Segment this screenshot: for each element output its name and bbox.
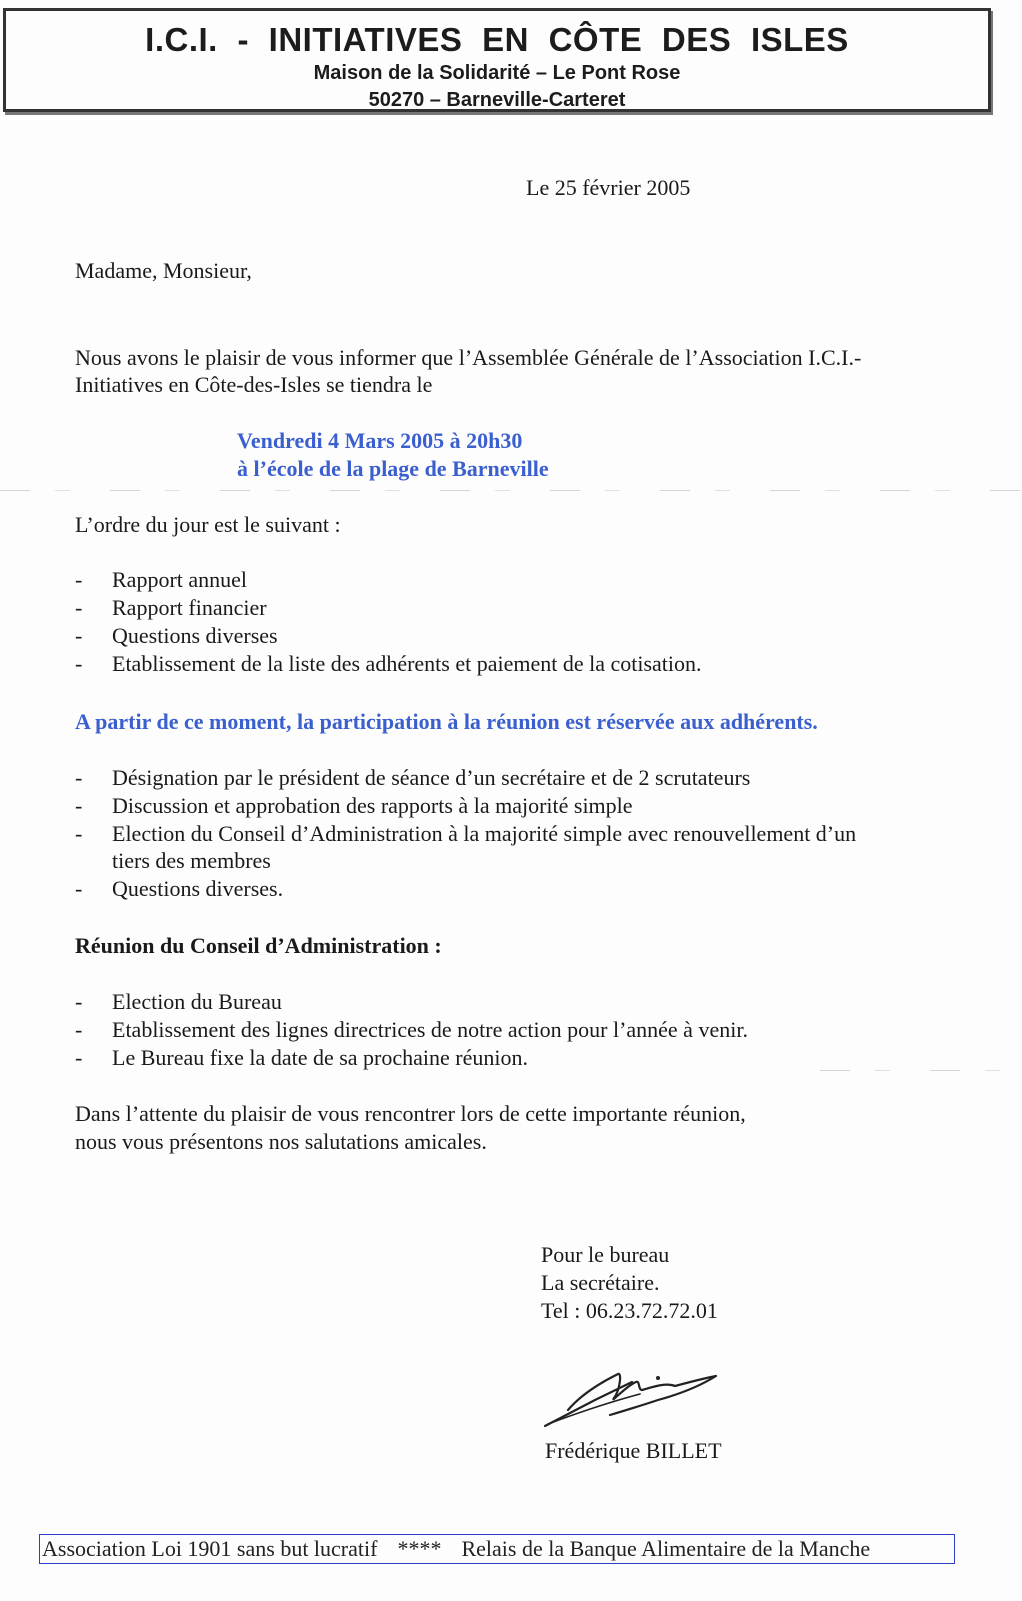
members-agenda-item: Questions diverses.	[112, 876, 284, 901]
letter-date: Le 25 février 2005	[526, 175, 691, 200]
closing-line-1: Dans l’attente du plaisir de vous rencontrer lors de cette importante réunion,	[75, 1101, 746, 1126]
bullet: -	[75, 567, 83, 592]
agenda-item: Questions diverses	[112, 623, 278, 648]
agenda-item: Etablissement de la liste des adhérents et paiement de la cotisation.	[112, 651, 702, 676]
sign-block-line-2: La secrétaire.	[541, 1270, 660, 1295]
agenda-item: Rapport financier	[112, 595, 267, 620]
members-agenda-item: Discussion et approbation des rapports à la majorité simple	[112, 793, 633, 818]
bullet: -	[75, 821, 83, 846]
bullet: -	[75, 1045, 83, 1070]
closing-line-2: nous vous présentons nos salutations amicales.	[75, 1129, 487, 1154]
sign-block-line-1: Pour le bureau	[541, 1242, 670, 1267]
board-agenda-item: Election du Bureau	[112, 989, 282, 1014]
intro-line-2: Initiatives en Côte-des-Isles se tiendra le	[75, 372, 433, 397]
members-agenda-item: Désignation par le président de séance d’un secrétaire et de 2 scrutateurs	[112, 765, 751, 790]
scan-artifact-line	[0, 490, 1022, 491]
letterhead	[3, 8, 991, 112]
event-date-time: Vendredi 4 Mars 2005 à 20h30	[237, 428, 523, 453]
members-notice: A partir de ce moment, la participation à la réunion est réservée aux adhérents.	[75, 709, 818, 734]
board-agenda-item: Etablissement des lignes directrices de notre action pour l’année à venir.	[112, 1017, 748, 1042]
members-agenda-item: Election du Conseil d’Administration à la majorité simple avec renouvellement d’un	[112, 821, 857, 846]
bullet: -	[75, 793, 83, 818]
members-agenda-item-continued: tiers des membres	[112, 848, 271, 873]
organization-title: I.C.I. - INITIATIVES EN CÔTE DES ISLES	[145, 21, 849, 58]
footer-left-text: Association Loi 1901 sans but lucratif	[42, 1536, 378, 1561]
bullet: -	[75, 595, 83, 620]
bullet: -	[75, 651, 83, 676]
organization-address-line-1: Maison de la Solidarité – Le Pont Rose	[313, 62, 681, 84]
board-agenda-item: Le Bureau fixe la date de sa prochaine réunion.	[112, 1045, 528, 1070]
salutation: Madame, Monsieur,	[75, 258, 252, 283]
intro-line-1: Nous avons le plaisir de vous informer que l’Assemblée Générale de l’Association I.C.I.-	[75, 345, 862, 370]
footer-separator: ****	[397, 1536, 442, 1561]
scan-artifact-line	[820, 1070, 1020, 1071]
handwritten-signature	[540, 1360, 730, 1435]
board-heading: Réunion du Conseil d’Administration :	[75, 933, 442, 958]
organization-address-line-2: 50270 – Barneville-Carteret	[368, 89, 626, 111]
bullet: -	[75, 623, 83, 648]
signatory-name: Frédérique BILLET	[545, 1438, 722, 1463]
sign-block-phone: Tel : 06.23.72.72.01	[541, 1298, 718, 1323]
footer-right-text: Relais de la Banque Alimentaire de la Manche	[461, 1536, 871, 1561]
agenda-intro: L’ordre du jour est le suivant :	[75, 512, 341, 537]
agenda-item: Rapport annuel	[112, 567, 248, 592]
bullet: -	[75, 765, 83, 790]
footer-banner	[39, 1534, 955, 1564]
event-location: à l’école de la plage de Barneville	[237, 456, 549, 481]
bullet: -	[75, 876, 83, 901]
bullet: -	[75, 989, 83, 1014]
bullet: -	[75, 1017, 83, 1042]
